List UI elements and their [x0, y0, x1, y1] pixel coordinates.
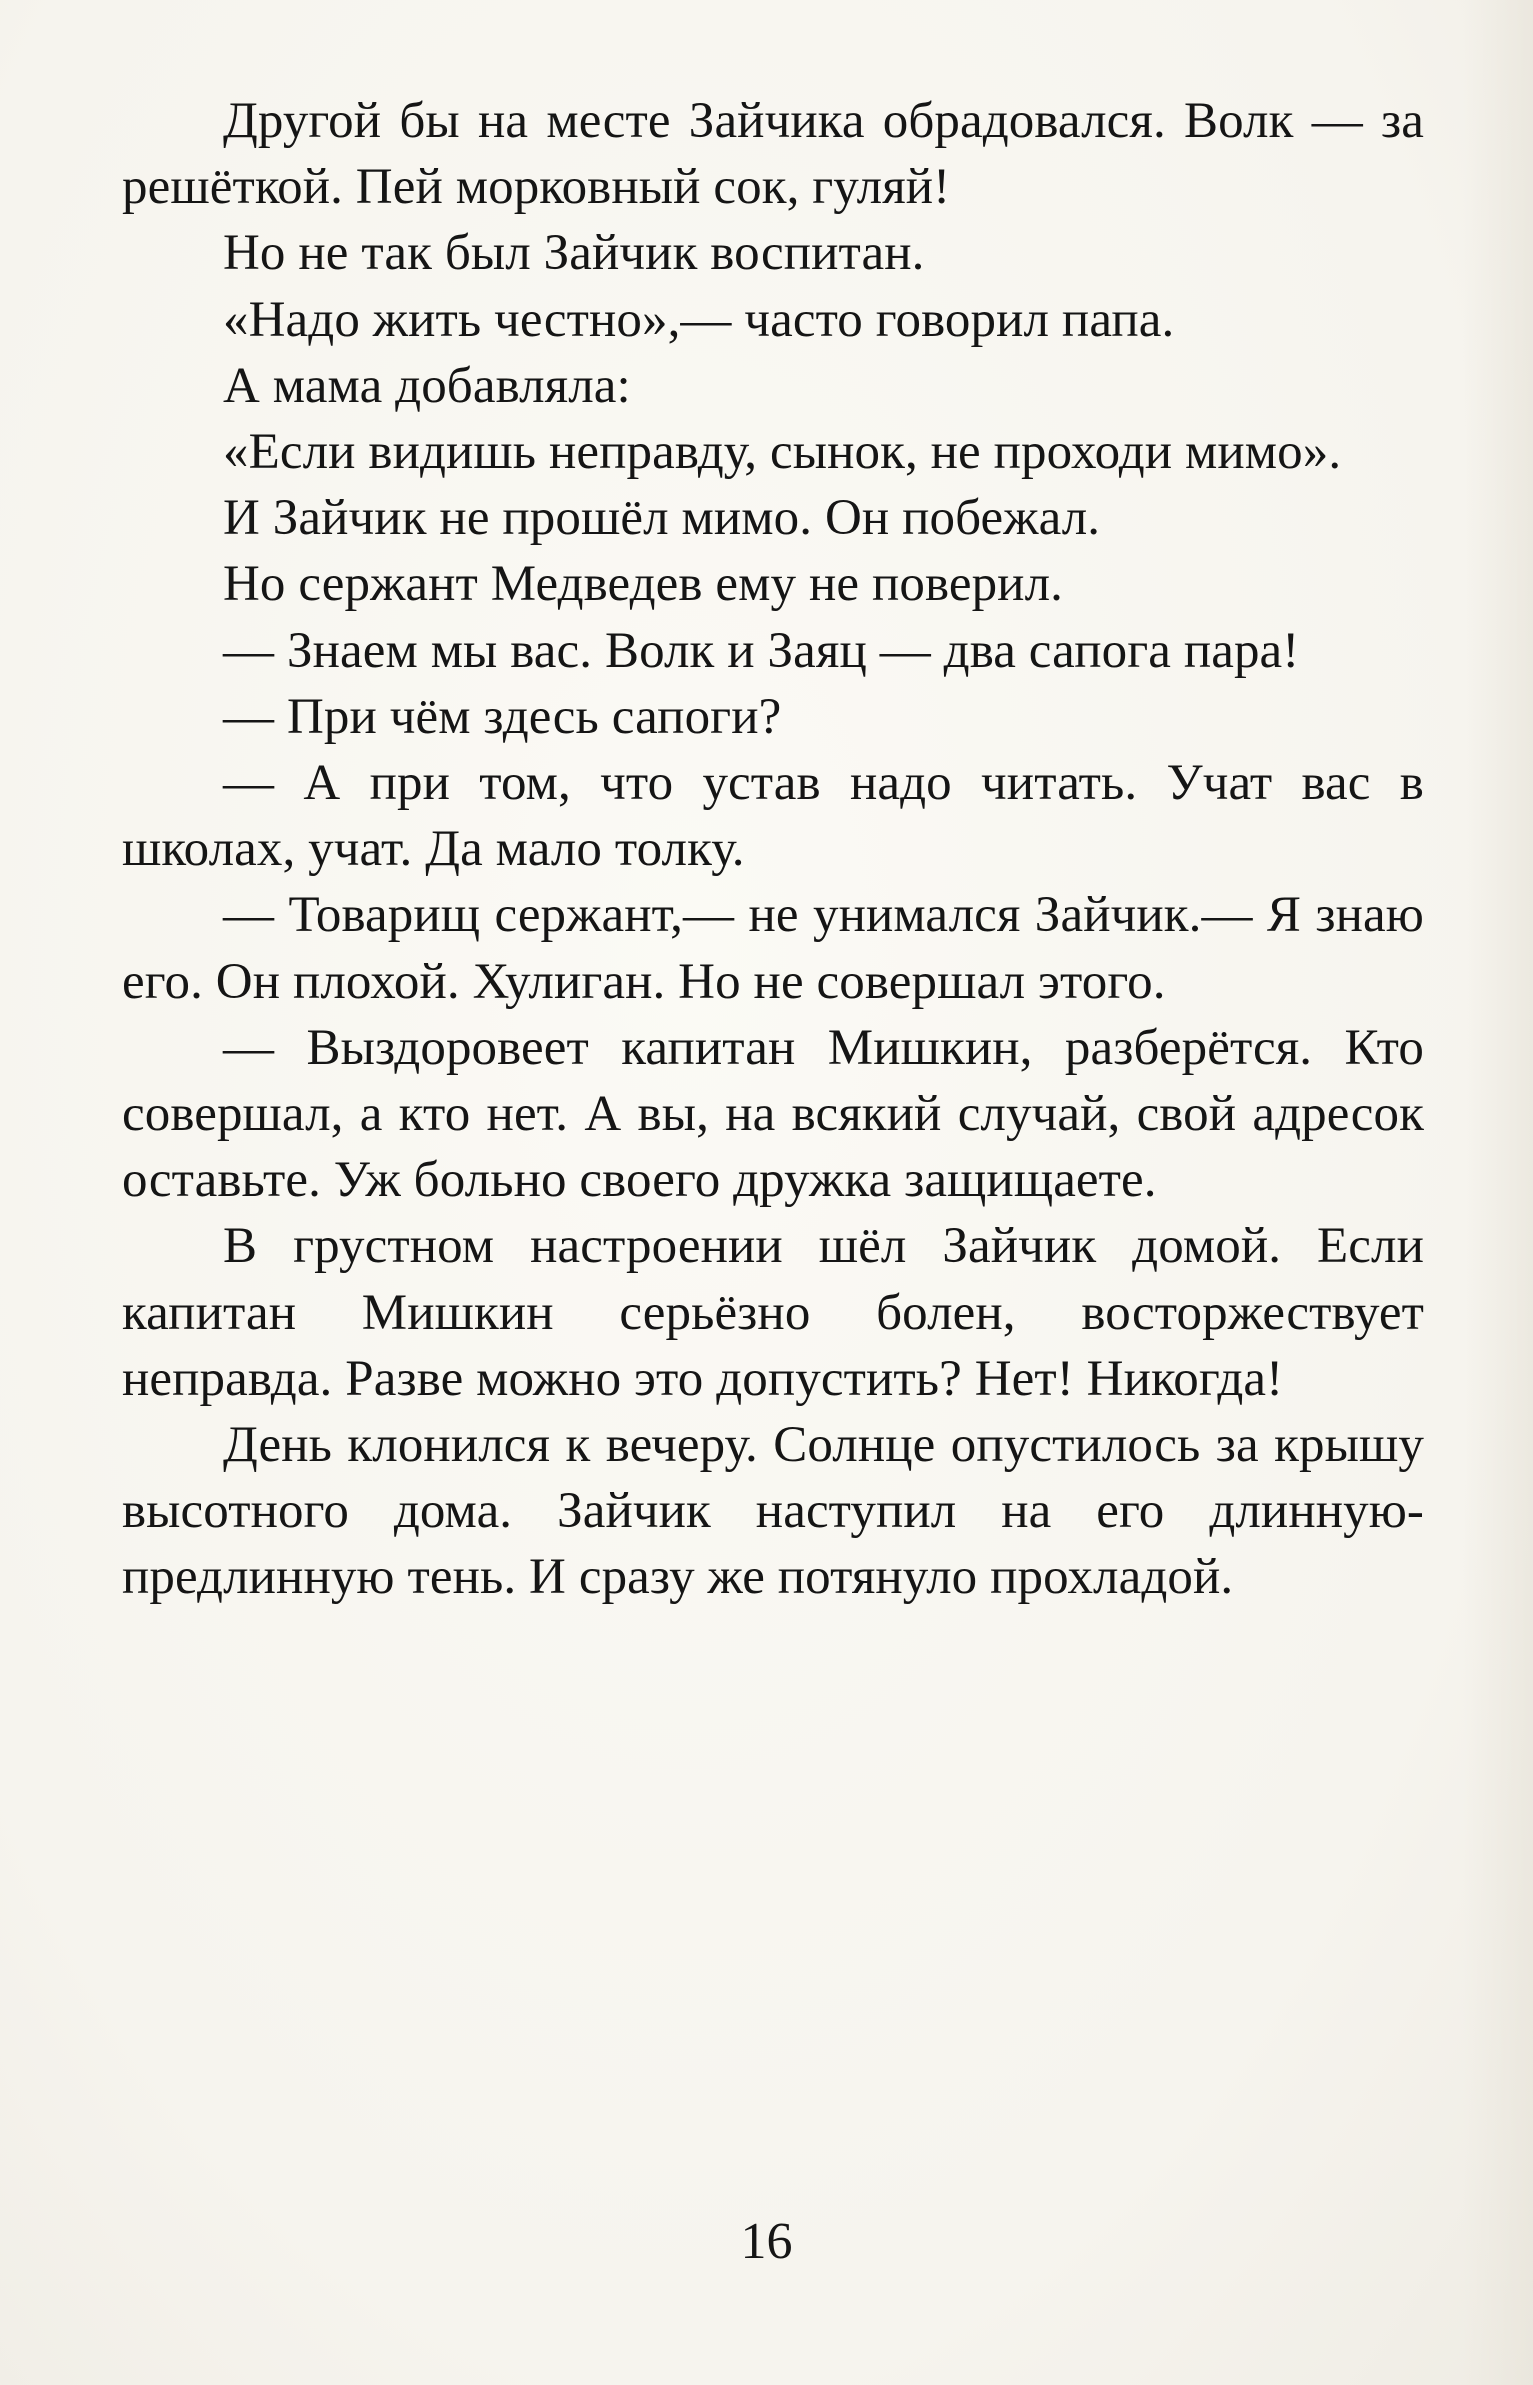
paragraph: Но сержант Медведев ему не поверил. [223, 556, 1063, 613]
paragraph: — Выздоровеет капитан Мишкин, разберётся. Кто совершал, а кто нет. А вы, на всякий случай, свой адресок оставьте. Уж больно своего дружка защищаете. [122, 1019, 1424, 1209]
paragraph: «Если видишь неправду, сынок, не проходи мимо». [223, 424, 1342, 481]
paragraph: — Знаем мы вас. Волк и Заяц — два сапога пара! [223, 622, 1300, 679]
page-number: 16 [740, 2213, 793, 2270]
paragraph: — При чём здесь сапоги? [223, 688, 782, 745]
paragraph: «Надо жить честно»,— часто говорил папа. [223, 291, 1175, 348]
paragraph: В грустном настроении шёл Зайчик домой. Если капитан Мишкин серьёзно болен, восторжествует неправда. Разве можно это допустить? Нет! Никогда! [122, 1218, 1424, 1407]
paragraph: — А при том, что устав надо читать. Учат вас в школах, учат. Да мало толку. [122, 755, 1424, 878]
paragraph: День клонился к вечеру. Солнце опустилось за крышу высотного дома. Зайчик наступил на его длинную-предлинную тень. И сразу же потянуло прохладой. [122, 1417, 1424, 1606]
page-text [122, 88, 1424, 1611]
paragraph: Но не так был Зайчик воспитан. [223, 225, 925, 282]
paragraph: А мама добавляла: [223, 357, 631, 414]
paragraph: И Зайчик не прошёл мимо. Он побежал. [223, 490, 1101, 547]
paragraph: — Товарищ сержант,— не унимался Зайчик.— Я знаю его. Он плохой. Хулиган. Но не совершал этого. [122, 887, 1424, 1010]
paragraph: Другой бы на месте Зайчика обрадовался. Волк — за решёткой. Пей морковный сок, гуляй! [122, 93, 1424, 216]
page-edge-shade [1463, 0, 1533, 2385]
